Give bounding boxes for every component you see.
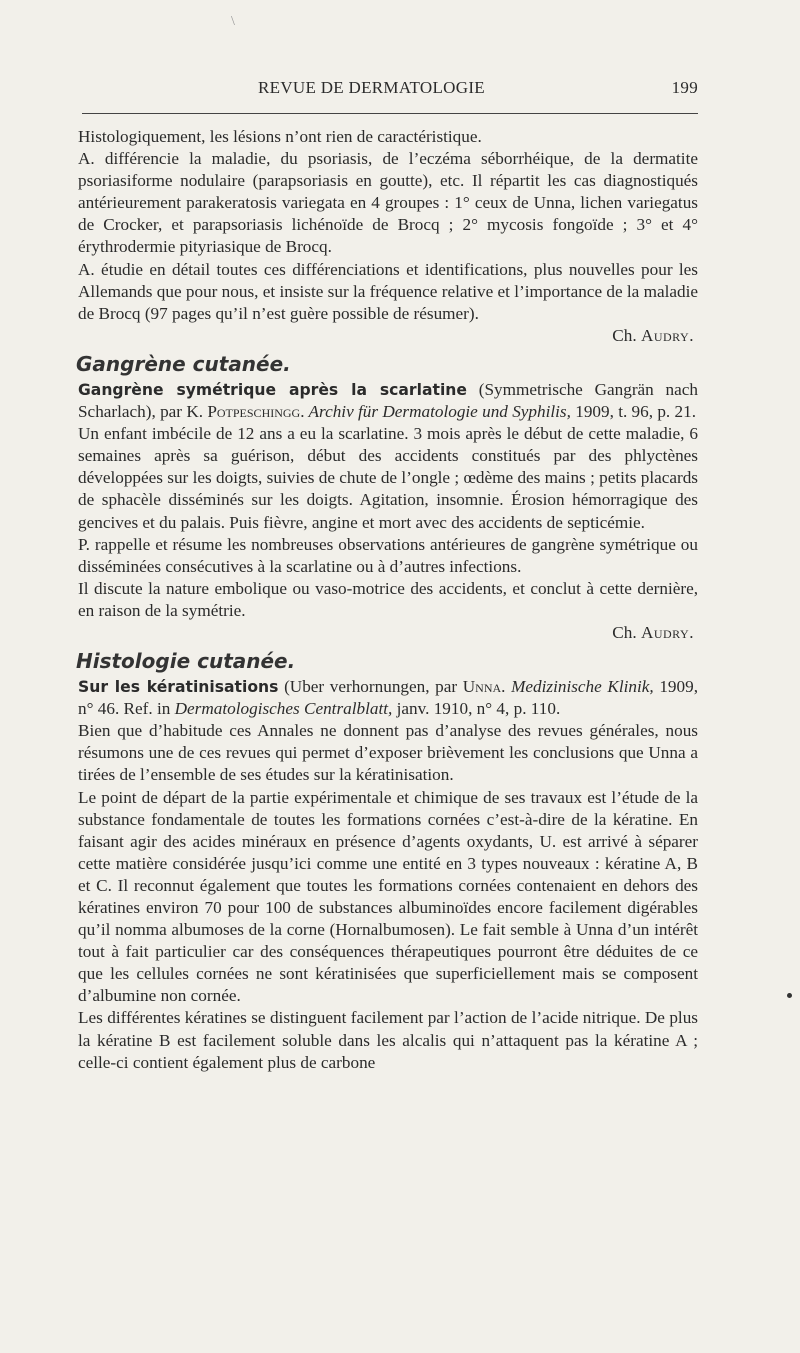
paragraph: Un enfant imbécile de 12 ans a eu la scarlatine. 3 mois après le début de cette maladie, 6 semaines après sa guérison, début des accidents constitués par des phlyctènes développées sur les doigts, suivies de chute de l’ongle ; œdème des mains ; petits placards de sphacèle disséminés sur les doigts. Agitation, insomnie. Érosion hémorragique des gencives et du palais. Puis fièvre, angine et mort avec des accidents de septicémie. — [78, 424, 698, 532]
paragraph — [78, 578, 698, 644]
paragraph: Le point de départ de la partie expérimentale et chimique de ses travaux est l’étude de la substance fondamentale de toutes les formations cornées c’est-à-dire de la kératine. En faisant agir des acides minéraux en présence d’agents oxydants, U. est arrivé à séparer cette matière considérée jusqu’ici comme une entité en 3 types nouveaux : kératine A, B et C. Il reconnut également que toutes les formations cornées contenaient en dehors des kératines environ 70 pour 100 de substances albuminoïdes encore facilement digérables qu’il nomma albumoses de la corne (Hornalbumosen). Le fait semble à Unna d’un intérêt tout à fait particulier car des conséquences thérapeutiques pourront être déduites de ce que les cellules cornées ne sont kératinisées que superficiellement mais se composent d’albumine non cornée. — [78, 787, 698, 1006]
signature-prefix: Ch. — [612, 622, 637, 642]
signature-name: Audry. — [640, 622, 694, 642]
paragraph: P. rappelle et résume les nombreuses observations antérieures de gangrène symétrique ou disséminées consécutives à la scarlatine ou à d’autres infections. — [78, 534, 698, 576]
entry-author: Potpeschingg. — [207, 402, 305, 422]
paragraph: Histologiquement, les lésions n’ont rien de caractéristique. — [78, 127, 482, 146]
bibliographic-entry — [78, 676, 698, 720]
section-heading: Histologie cutanée. — [76, 649, 296, 674]
entry-journal: Archiv für Dermatologie und Syphilis, — [304, 402, 571, 422]
journal-title: REVUE DE DERMATOLOGIE — [258, 78, 485, 97]
entry-author: Unna. — [462, 677, 506, 697]
margin-dot — [787, 993, 792, 998]
page-number: 199 — [671, 78, 698, 97]
paragraph-text: Il discute la nature embolique ou vaso-motrice des accidents, et conclut à cette dernière, en raison de la symétrie. — [78, 578, 698, 620]
entry-journal: Dermatologisches Centralblatt, — [174, 699, 393, 719]
entry-title: Sur les kératinisations — [78, 678, 279, 697]
entry-text: (Uber verhornungen, par — [278, 677, 463, 697]
signature-prefix: Ch. — [612, 325, 637, 345]
paragraph: Bien que d’habitude ces Annales ne donnent pas d’analyse des revues générales, nous résumons une de ces revues qui permet d’exposer brièvement les conclusions que Unna a tirées de l’ensemble de ses études sur la kératinisation. — [78, 721, 698, 785]
entry-text: janv. 1910, n° 4, p. 110. — [392, 699, 561, 719]
signature-name: Audry. — [640, 325, 694, 345]
entry-title: Gangrène symétrique après la scarlatine — [78, 380, 467, 399]
running-header — [78, 78, 698, 102]
entry-text: (Symmetrische Gangrän nach Scharlach), par K. — [78, 379, 698, 422]
stray-mark: \ — [231, 14, 235, 29]
paragraph-text: A. étudie en détail toutes ces différenciations et identifications, plus nouvelles pour les Allemands que pour nous, et insiste sur la fréquence relative et l’importance de la maladie de Brocq (97 pages qu’il n’est guère possible de résumer). — [78, 259, 698, 323]
section-heading: Gangrène cutanée. — [76, 351, 291, 376]
entry-text: 1909, n° 46. Ref. in — [78, 677, 699, 719]
signature — [78, 325, 698, 347]
entry-journal: Medizinische Klinik, — [505, 677, 654, 697]
header-rule — [82, 113, 698, 114]
entry-text: 1909, t. 96, p. 21. — [570, 402, 697, 422]
paragraph: Les différentes kératines se distinguent facilement par l’action de l’acide nitrique. De plus la kératine B est facilement soluble dans les alcalis qui n’attaquent pas la kératine A ; celle-ci contient également plus de carbone — [78, 1008, 698, 1072]
page-body — [78, 126, 698, 1074]
paragraph: A. différencie la maladie, du psoriasis, de l’eczéma séborrhéique, de la dermatite psoriasiforme nodulaire (parapsoriasis en goutte), etc. Il répartit les cas diagnostiqués antérieurement parakeratosis variegata en 4 groupes : 1° ceux de Unna, lichen variegatus de Crocker, et parapsoriasis lichénoïde de Brocq ; 2° mycosis fongoïde ; 3° et 4° érythrodermie pityriasique de Brocq. — [78, 149, 698, 257]
paragraph — [78, 259, 698, 347]
bibliographic-entry — [78, 379, 698, 423]
signature — [78, 622, 698, 644]
